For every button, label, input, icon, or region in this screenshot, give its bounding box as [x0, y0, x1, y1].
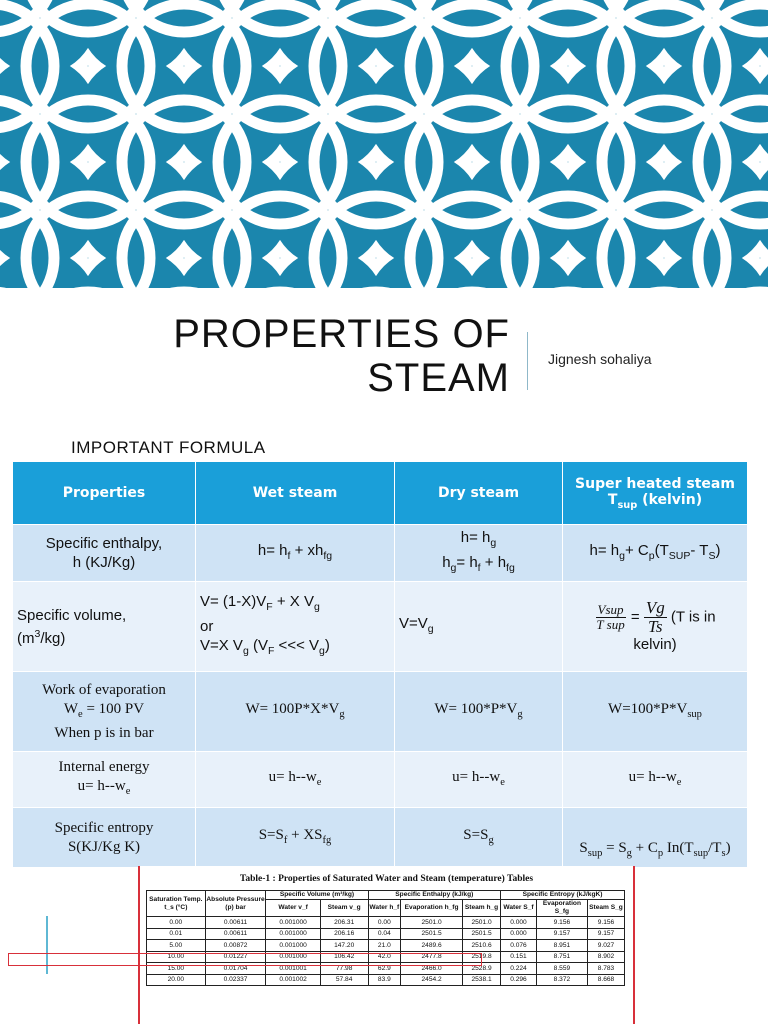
label-internal-energy: Internal energy $u= h--w_e$ [13, 752, 196, 808]
title-line-1: PROPERTIES OF [173, 312, 510, 356]
steam-table-image [138, 866, 635, 1024]
header-dry-steam: Dry steam [395, 462, 563, 525]
fraction-vsup-tsup: $\frac{\text{Vsup}}{\text{T sup}}$ [596, 601, 625, 632]
steam-header-steam-hg: Steam h_g [463, 900, 501, 917]
wet-entropy-formula: $S=S_f + XS_{fg}$ [196, 808, 395, 868]
table-row: 0.01 0.00611 0.001000 206.16 0.04 2501.5 2501.5 0.000 9.157 9.157 [147, 928, 625, 940]
wet-work-formula: $W= 100P*X*V_g$ [196, 672, 395, 752]
slide-title [173, 312, 510, 400]
formula-header-row [13, 462, 748, 525]
steam-header-steam-sg: Steam S_g [587, 900, 624, 917]
sup-entropy-formula: $S_{sup} = S_g + C_p$ $In(T_{sup}/T_s)$ [563, 808, 748, 868]
steam-header-steam-vg: Steam v_g [320, 900, 368, 917]
label-specific-entropy: Specific entropy S(KJ/Kg K) [13, 808, 196, 868]
steam-header-water-vf: Water v_f [266, 900, 320, 917]
steam-table [146, 890, 625, 986]
dry-work-formula: $W= 100*P*V_g$ [395, 672, 563, 752]
wet-volume-formula: $V= (1-X)V_F + X$ $V_g$ or V=X $V_g$ ($V_F$ <<< $V_g$) [196, 582, 395, 672]
label-specific-volume: Specific volume, $(m^3/kg)$ [13, 582, 196, 672]
steam-header-water-sf: Water S_f [501, 900, 537, 917]
table-row: 5.00 0.00872 0.001000 147.20 21.0 2489.6 2510.6 0.076 8.951 9.027 [147, 940, 625, 952]
table-row: 20.00 0.02337 0.001002 57.84 83.9 2454.2 2538.1 0.296 8.372 8.668 [147, 974, 625, 986]
steam-header-sat-temp: Saturation Temp. t_s (°C) [147, 891, 206, 917]
row-specific-entropy [13, 808, 748, 868]
wet-internal-energy-formula: $u= h--w_e$ [196, 752, 395, 808]
row-specific-volume [13, 582, 748, 672]
sup-enthalpy-formula: $h= h_g+ C_p(T_{SUP}-$ $T_S$) [563, 525, 748, 582]
circle-pattern [0, 0, 768, 288]
title-line-2: STEAM [367, 356, 510, 400]
sup-internal-energy-formula: $u= h--w_e$ [563, 752, 748, 808]
dry-internal-energy-formula: $u= h--w_e$ [395, 752, 563, 808]
table-row: 0.00 0.00611 0.001000 206.31 0.00 2501.0 2501.0 0.000 9.156 9.156 [147, 917, 625, 929]
steam-table-caption: Table-1 : Properties of Saturated Water and Steam (temperature) Tables [239, 874, 534, 884]
header-superheated-steam [563, 462, 748, 525]
formula-table [12, 461, 748, 868]
table-row: 15.00 0.01704 0.001001 77.98 62.9 2466.0 2528.9 0.224 8.559 8.783 [147, 963, 625, 975]
slide-accent-line [46, 916, 48, 974]
steam-header-abs-pressure: Absolute Pressure (p) bar [205, 891, 266, 917]
steam-header-evap-sfg: Evaporation S_fg [536, 900, 587, 917]
wet-enthalpy-formula: $h= h_f + xh_{fg}$ [196, 525, 395, 582]
steam-header-spec-enthalpy: Specific Enthalpy (kJ/kg) [368, 891, 501, 900]
dry-entropy-formula: $S=S_g$ [395, 808, 563, 868]
header-properties: Properties [13, 462, 196, 525]
header-banner [0, 0, 768, 288]
sup-work-formula: $W=100*P*V_{sup}$ [563, 672, 748, 752]
banner-pattern [0, 0, 768, 288]
fraction-vg-ts: $\frac{Vg}{Ts}$ [645, 597, 665, 636]
sup-volume-formula: $\frac{\text{Vsup}}{\text{T sup}}$ = $\frac{Vg}{Ts}$ (T is in kelvin) [563, 582, 748, 672]
author-name: Jignesh sohaliya [548, 351, 652, 367]
steam-header-evap-hfg: Evaporation h_fg [401, 900, 463, 917]
row-work-of-evaporation [13, 672, 748, 752]
steam-header-water-hf: Water h_f [368, 900, 401, 917]
label-work-of-evaporation: Work of evaporation $W_e = 100$ PV When p is in bar [13, 672, 196, 752]
label-specific-enthalpy: Specific enthalpy, h (KJ/Kg) [13, 525, 196, 582]
dry-enthalpy-formula: $h= h_g$ $h_g= h_f + h_{fg}$ [395, 525, 563, 582]
section-heading: IMPORTANT FORMULA [71, 438, 266, 457]
steam-header-spec-volume: Specific Volume (m³/kg) [266, 891, 368, 900]
header-superheated-line2: $T_{sup}$ (kelvin) [607, 491, 703, 511]
title-divider [527, 332, 528, 390]
steam-header-spec-entropy: Specific Entropy (kJ/kgK) [501, 891, 625, 900]
table-row: 10.00 0.01227 0.001000 106.42 42.0 2477.8 2519.8 0.151 8.751 8.902 [147, 951, 625, 963]
header-wet-steam: Wet steam [196, 462, 395, 525]
dry-volume-formula: $V=V_g$ [395, 582, 563, 672]
row-specific-enthalpy [13, 525, 748, 582]
row-internal-energy [13, 752, 748, 808]
header-superheated-line1: Super heated steam [575, 475, 735, 492]
